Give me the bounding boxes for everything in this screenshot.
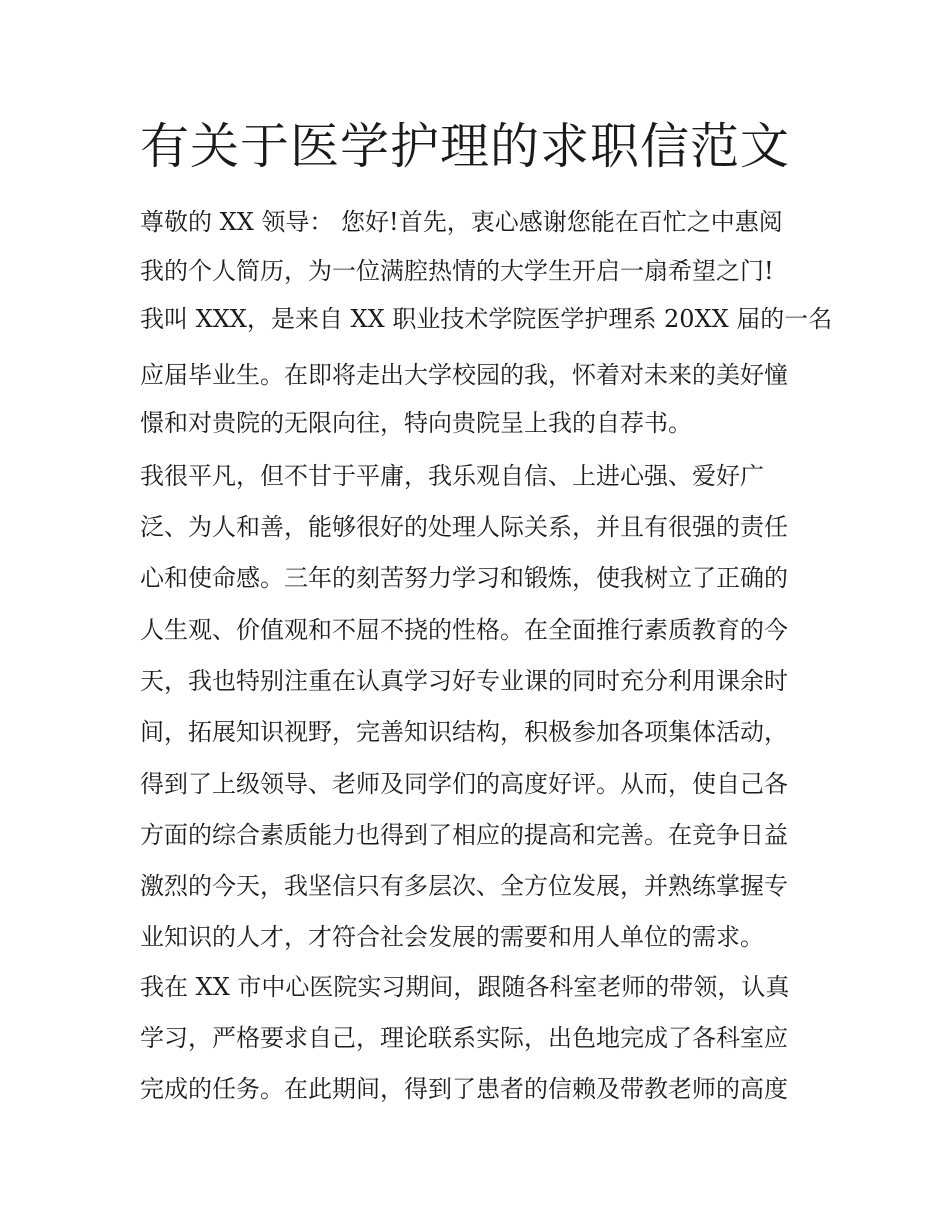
body-line: 完成的任务。在此期间，得到了患者的信赖及带教老师的高度: [140, 1075, 788, 1103]
body-line: 天，我也特别注重在认真学习好专业课的同时充分利用课余时: [140, 667, 788, 695]
body-line: 我在 XX 市中心医院实习期间，跟随各科室老师的带领，认真: [140, 973, 790, 1001]
body-line: 方面的综合素质能力也得到了相应的提高和完善。在竞争日益: [140, 821, 788, 849]
body-line: 心和使命感。三年的刻苦努力学习和锻炼，使我树立了正确的: [140, 564, 788, 592]
body-line: 业知识的人才，才符合社会发展的需要和用人单位的需求。: [140, 923, 764, 951]
body-line: 尊敬的 XX 领导： 您好!首先，衷心感谢您能在百忙之中惠阅: [140, 208, 783, 236]
body-line: 间，拓展知识视野，完善知识结构，积极参加各项集体活动，: [140, 718, 788, 746]
body-line: 人生观、价值观和不屈不挠的性格。在全面推行素质教育的今: [140, 616, 788, 644]
body-line: 应届毕业生。在即将走出大学校园的我，怀着对未来的美好憧: [140, 361, 788, 389]
body-line: 泛、为人和善，能够很好的处理人际关系，并且有很强的责任: [140, 513, 788, 541]
body-line: 激烈的今天，我坚信只有多层次、全方位发展，并熟练掌握专: [140, 872, 788, 900]
body-line: 得到了上级领导、老师及同学们的高度好评。从而，使自己各: [140, 770, 788, 798]
body-line: 我很平凡，但不甘于平庸，我乐观自信、上进心强、爱好广: [140, 462, 764, 490]
document-title: 有关于医学护理的求职信范文: [140, 118, 791, 175]
body-line: 学习，严格要求自己，理论联系实际，出色地完成了各科室应: [140, 1024, 788, 1052]
body-line: 憬和对贵院的无限向往，特向贵院呈上我的自荐书。: [140, 409, 692, 437]
body-line: 我的个人简历，为一位满腔热情的大学生开启一扇希望之门!: [140, 257, 774, 285]
body-line: 我叫 XXX，是来自 XX 职业技术学院医学护理系 20XX 届的一名: [140, 305, 833, 333]
